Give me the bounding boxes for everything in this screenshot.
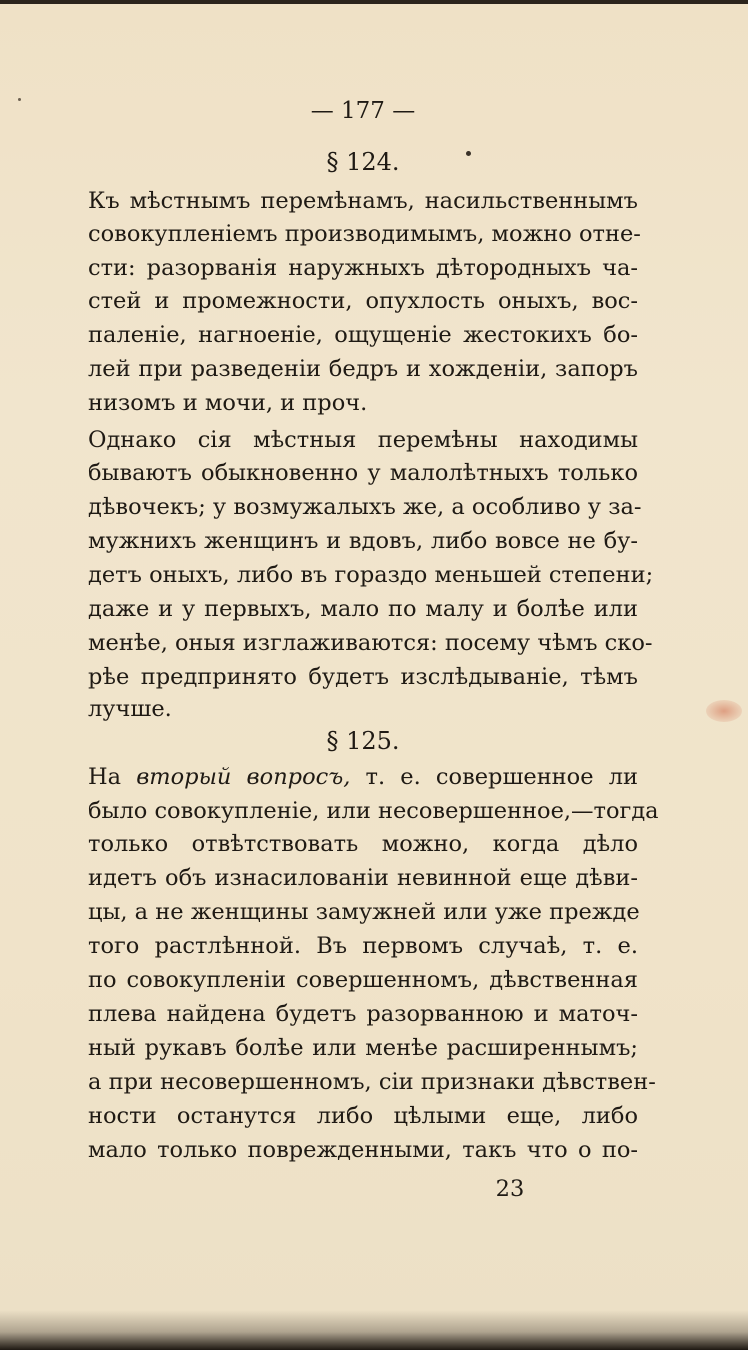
text-line: сти: разорванія наружныхъ дѣтородныхъ ча- [88, 255, 638, 281]
text-line: Къ мѣстнымъ перемѣнамъ, насильственнымъ [88, 188, 638, 214]
text-line: было совокупленіе, или несовершенное,—тогда [88, 798, 659, 824]
text-line: паленіе, нагноеніе, ощущеніе жестокихъ бо- [88, 322, 638, 348]
text-line: дѣвочекъ; у возмужалыхъ же, а особливо у за- [88, 494, 642, 520]
text-line: бываютъ обыкновенно у малолѣтныхъ только [88, 460, 638, 486]
text-line: совокупленіемъ производимымъ, можно отне- [88, 221, 641, 247]
text-line: низомъ и мочи, и проч. [88, 390, 368, 416]
text-line: детъ оныхъ, либо въ гораздо меньшей степени; [88, 562, 654, 588]
text-line: менѣе, оныя изглаживаются: посему чѣмъ ско- [88, 630, 653, 656]
text-line: рѣе предпринято будетъ изслѣдываніе, тѣмъ [88, 664, 638, 690]
signature-mark: 23 [495, 1176, 525, 1202]
text-line: мужнихъ женщинъ и вдовъ, либо вовсе не бу- [88, 528, 638, 554]
text-line: лей при разведеніи бедръ и хожденіи, запоръ [88, 356, 638, 382]
line-lead: На [88, 764, 122, 790]
text-line: идетъ объ изнасилованіи невинной еще дѣви- [88, 865, 638, 891]
text-line: а при несовершенномъ, сіи признаки дѣвствен- [88, 1069, 656, 1095]
text-line: ности останутся либо цѣлыми еще, либо [88, 1103, 638, 1129]
page-bottom-shadow [0, 1310, 748, 1350]
text-line: того растлѣнной. Въ первомъ случаѣ, т. е. [88, 933, 638, 959]
stain-mark [706, 700, 742, 722]
text-line: плева найдена будетъ разорванною и маточ- [88, 1001, 638, 1027]
text-line: только отвѣтствовать можно, когда дѣло [88, 831, 638, 857]
text-line: ный рукавъ болѣе или менѣе расширеннымъ; [88, 1035, 638, 1061]
text-line: цы, а не женщины замужней или уже прежде [88, 899, 640, 925]
paragraph-first-line: Однако сія мѣстныя перемѣны находимы [88, 427, 638, 453]
ink-speck [18, 98, 21, 101]
page-top-edge [0, 0, 748, 4]
line-rest: т. е. совершенное ли [365, 764, 638, 790]
text-line: мало только поврежденными, такъ что о по- [88, 1137, 638, 1163]
paragraph-first-line [88, 762, 638, 792]
text-line: лучше. [88, 696, 172, 722]
section-heading-124: § 124. [326, 148, 400, 176]
text-line: по совокупленіи совершенномъ, дѣвственная [88, 967, 638, 993]
text-line: стей и промежности, опухлость оныхъ, вос- [88, 288, 638, 314]
emphasis-text: вторый вопросъ, [136, 764, 351, 790]
running-head: — 177 — [310, 98, 416, 124]
text-line: даже и у первыхъ, мало по малу и болѣе или [88, 596, 638, 622]
section-heading-125: § 125. [326, 727, 400, 755]
